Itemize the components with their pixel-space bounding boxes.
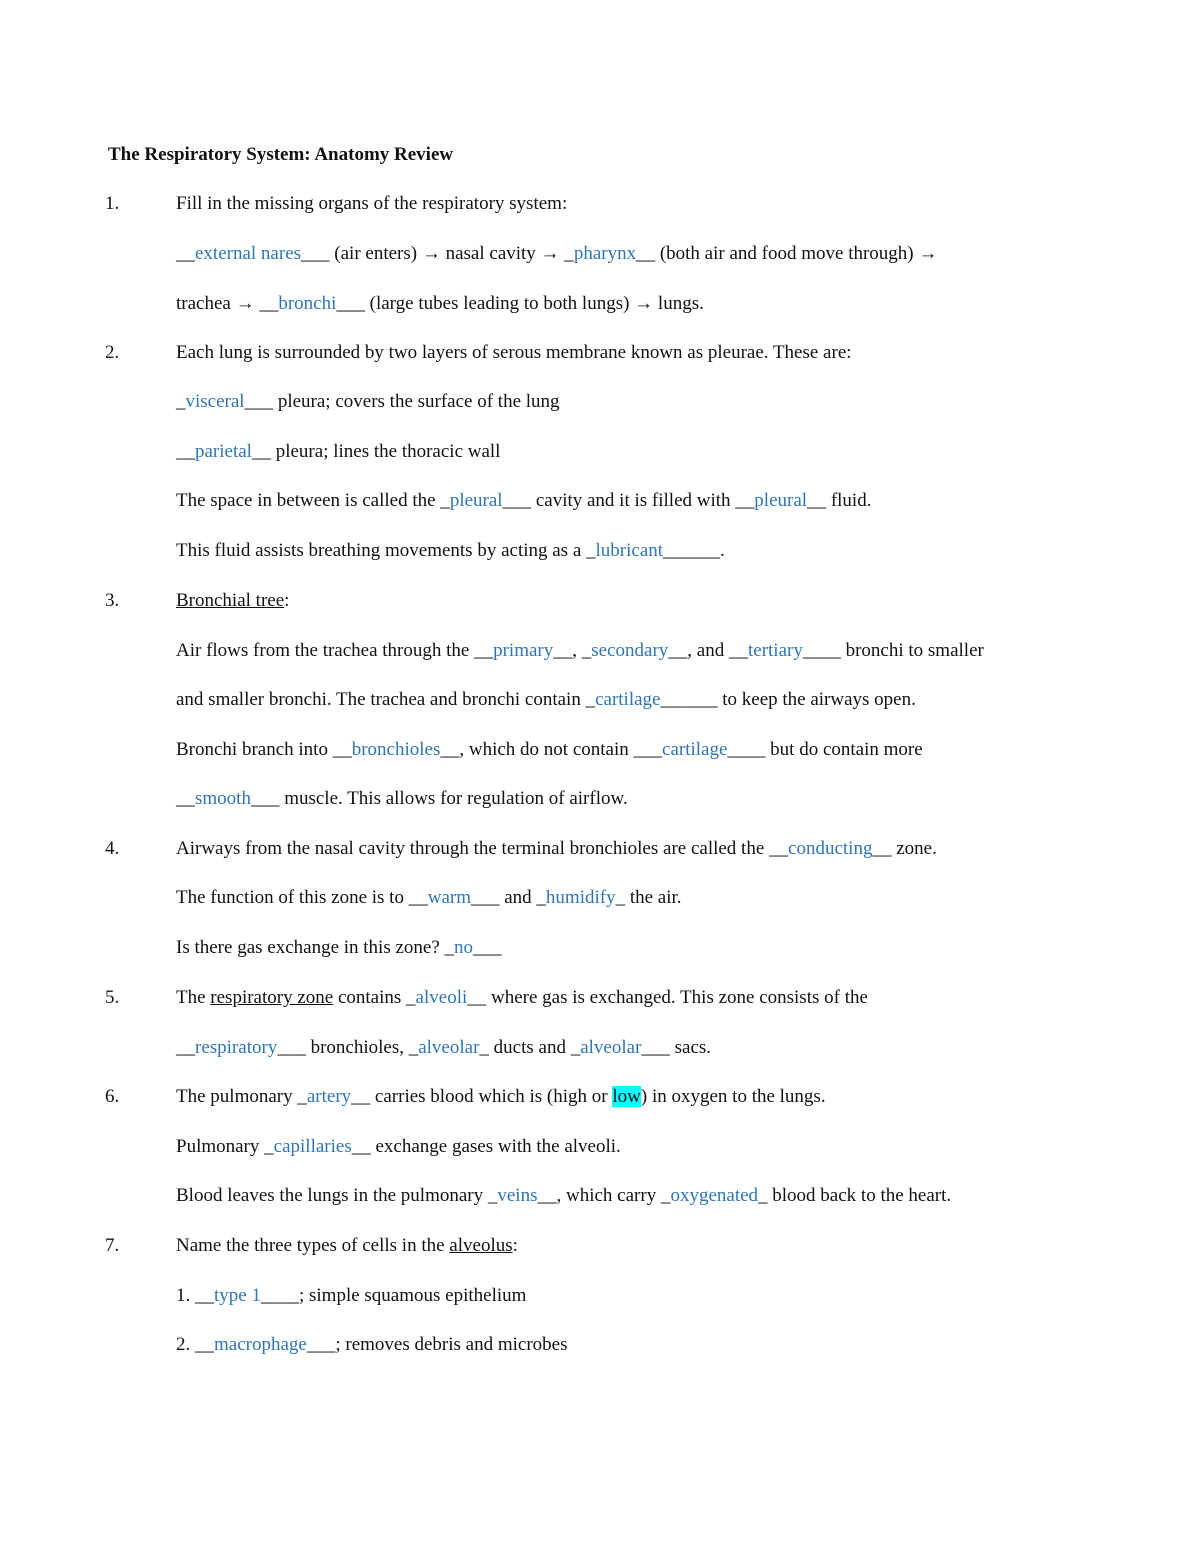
text: The space in between is called the _: [176, 490, 450, 511]
text: ___ muscle. This allows for regulation of airflow.: [250, 788, 628, 809]
answer-bronchi: bronchi: [278, 293, 337, 314]
text: __, which do not contain ___: [440, 739, 663, 760]
text: ) in oxygen to the lungs.: [640, 1086, 826, 1107]
text: __ zone.: [872, 838, 937, 859]
text: and smaller bronchi. The trachea and bronchi contain _: [176, 689, 596, 710]
text: __: [176, 441, 195, 462]
text: Bronchi branch into __: [176, 739, 352, 760]
text: _ blood back to the heart.: [758, 1185, 952, 1206]
text: __, which carry _: [537, 1185, 671, 1206]
question-number-5: 5.: [105, 987, 120, 1008]
text: Pulmonary _: [176, 1136, 274, 1157]
text: ____ but do contain more: [727, 739, 923, 760]
text: ____; simple squamous epithelium: [260, 1285, 527, 1306]
answer-pleural-cavity: pleural: [449, 490, 503, 511]
text: ______ to keep the airways open.: [660, 689, 916, 710]
q3-heading: Bronchial tree: [176, 590, 285, 611]
answer-capillaries: capillaries: [273, 1136, 352, 1157]
question-number-7: 7.: [105, 1235, 120, 1256]
text: ______.: [663, 540, 725, 561]
q7-line-1: [176, 1234, 518, 1258]
answer-macrophage: macrophage: [214, 1334, 307, 1355]
text: __ carries blood which is (high or: [351, 1086, 613, 1107]
text: ___ bronchioles, _: [277, 1037, 419, 1058]
answer-alveoli: alveoli: [415, 987, 468, 1008]
text: ___ cavity and it is filled with __: [502, 490, 755, 511]
q3-line-1: [176, 639, 984, 663]
text: _ ducts and _: [479, 1037, 581, 1058]
answer-humidify: humidify: [545, 887, 616, 908]
q6-line-2: [176, 1135, 621, 1159]
answer-warm: warm: [427, 887, 471, 908]
q7-line-3: [176, 1333, 568, 1357]
text: __, and __: [668, 640, 748, 661]
text: _: [176, 391, 186, 412]
text: ___: [473, 937, 502, 958]
answer-artery: artery: [306, 1086, 352, 1107]
answer-lubricant: lubricant: [595, 540, 664, 561]
text: The function of this zone is to __: [176, 887, 428, 908]
q3-heading-line: [176, 589, 289, 613]
text: Is there gas exchange in this zone? _: [176, 937, 455, 958]
text: :: [512, 1235, 518, 1256]
question-number-4: 4.: [105, 838, 120, 859]
text: __: [176, 788, 195, 809]
text: This fluid assists breathing movements by acting as a _: [176, 540, 596, 561]
q5-line-2: [176, 1036, 711, 1060]
answer-cartilage-2: cartilage: [662, 739, 728, 760]
q3-line-4: [176, 787, 628, 811]
q7-line-2: [176, 1284, 526, 1308]
answer-visceral: visceral: [185, 391, 245, 412]
answer-alveolar-sacs: alveolar: [580, 1037, 642, 1058]
text: _ the air.: [615, 887, 682, 908]
q2-line-3: [176, 489, 871, 513]
answer-oxygenated: oxygenated: [670, 1185, 759, 1206]
text: Air flows from the trachea through the __: [176, 640, 494, 661]
answer-respiratory: respiratory: [195, 1037, 278, 1058]
text: The pulmonary _: [176, 1086, 307, 1107]
answer-pleural-fluid: pleural: [754, 490, 808, 511]
answer-cartilage-1: cartilage: [595, 689, 661, 710]
text: __ pleura; lines the thoracic wall: [251, 441, 501, 462]
q4-line-2: [176, 886, 682, 910]
text: __ fluid.: [807, 490, 872, 511]
text: __ (both air and food move through) →: [636, 243, 938, 264]
q3-line-3: [176, 738, 923, 762]
text: ___ pleura; covers the surface of the lung: [244, 391, 560, 412]
question-number-2: 2.: [105, 342, 120, 363]
text: ____ bronchi to smaller: [802, 640, 984, 661]
answer-tertiary: tertiary: [747, 640, 803, 661]
text: 1. __: [176, 1285, 214, 1306]
text: ___ sacs.: [641, 1037, 712, 1058]
q1-line-1: [176, 242, 937, 266]
answer-alveolar-ducts: alveolar: [418, 1037, 480, 1058]
text: Blood leaves the lungs in the pulmonary _: [176, 1185, 498, 1206]
text: The: [176, 987, 211, 1008]
q1-prompt: Fill in the missing organs of the respiratory system:: [176, 193, 568, 214]
question-number-6: 6.: [105, 1086, 120, 1107]
q6-line-3: [176, 1184, 951, 1208]
answer-conducting: conducting: [788, 838, 873, 859]
text: __, _: [553, 640, 592, 661]
answer-no: no: [454, 937, 474, 958]
q3-line-2: [176, 688, 916, 712]
q2-line-4: [176, 539, 725, 563]
text: ___ (large tubes leading to both lungs) → lungs.: [336, 293, 704, 314]
text: ___ (air enters) → nasal cavity → _: [301, 243, 574, 264]
answer-external-nares: external nares: [195, 243, 302, 264]
q2-line-1: [176, 390, 560, 414]
q2-prompt: Each lung is surrounded by two layers of serous membrane known as pleurae. These are:: [176, 342, 852, 363]
text: 2. __: [176, 1334, 214, 1355]
text: Airways from the nasal cavity through the terminal bronchioles are called the __: [176, 838, 789, 859]
question-number-1: 1.: [105, 193, 120, 214]
q4-line-1: [176, 837, 937, 861]
answer-type-1: type 1: [214, 1285, 261, 1306]
q5-line-1: [176, 986, 868, 1010]
text: trachea → __: [176, 293, 279, 314]
text: __: [176, 243, 195, 264]
text: :: [284, 590, 290, 611]
question-number-3: 3.: [105, 590, 120, 611]
answer-primary: primary: [493, 640, 554, 661]
term-alveolus: alveolus: [449, 1235, 513, 1256]
q1-line-2: [176, 292, 704, 316]
answer-secondary: secondary: [591, 640, 669, 661]
text: __ exchange gases with the alveoli.: [351, 1136, 621, 1157]
term-respiratory-zone: respiratory zone: [210, 987, 334, 1008]
page-title: The Respiratory System: Anatomy Review: [108, 144, 454, 165]
answer-parietal: parietal: [195, 441, 252, 462]
text: contains _: [333, 987, 416, 1008]
answer-veins: veins: [497, 1185, 538, 1206]
answer-pharynx: pharynx: [573, 243, 637, 264]
q4-line-3: [176, 936, 502, 960]
text: Name the three types of cells in the: [176, 1235, 450, 1256]
text: __: [176, 1037, 195, 1058]
answer-bronchioles: bronchioles: [351, 739, 441, 760]
text: ___ and _: [470, 887, 546, 908]
answer-smooth: smooth: [195, 788, 251, 809]
answer-low-highlight: low: [612, 1086, 641, 1107]
q6-line-1: [176, 1085, 826, 1109]
q2-line-2: [176, 440, 500, 464]
text: __ where gas is exchanged. This zone consists of the: [467, 987, 868, 1008]
text: ___; removes debris and microbes: [306, 1334, 568, 1355]
